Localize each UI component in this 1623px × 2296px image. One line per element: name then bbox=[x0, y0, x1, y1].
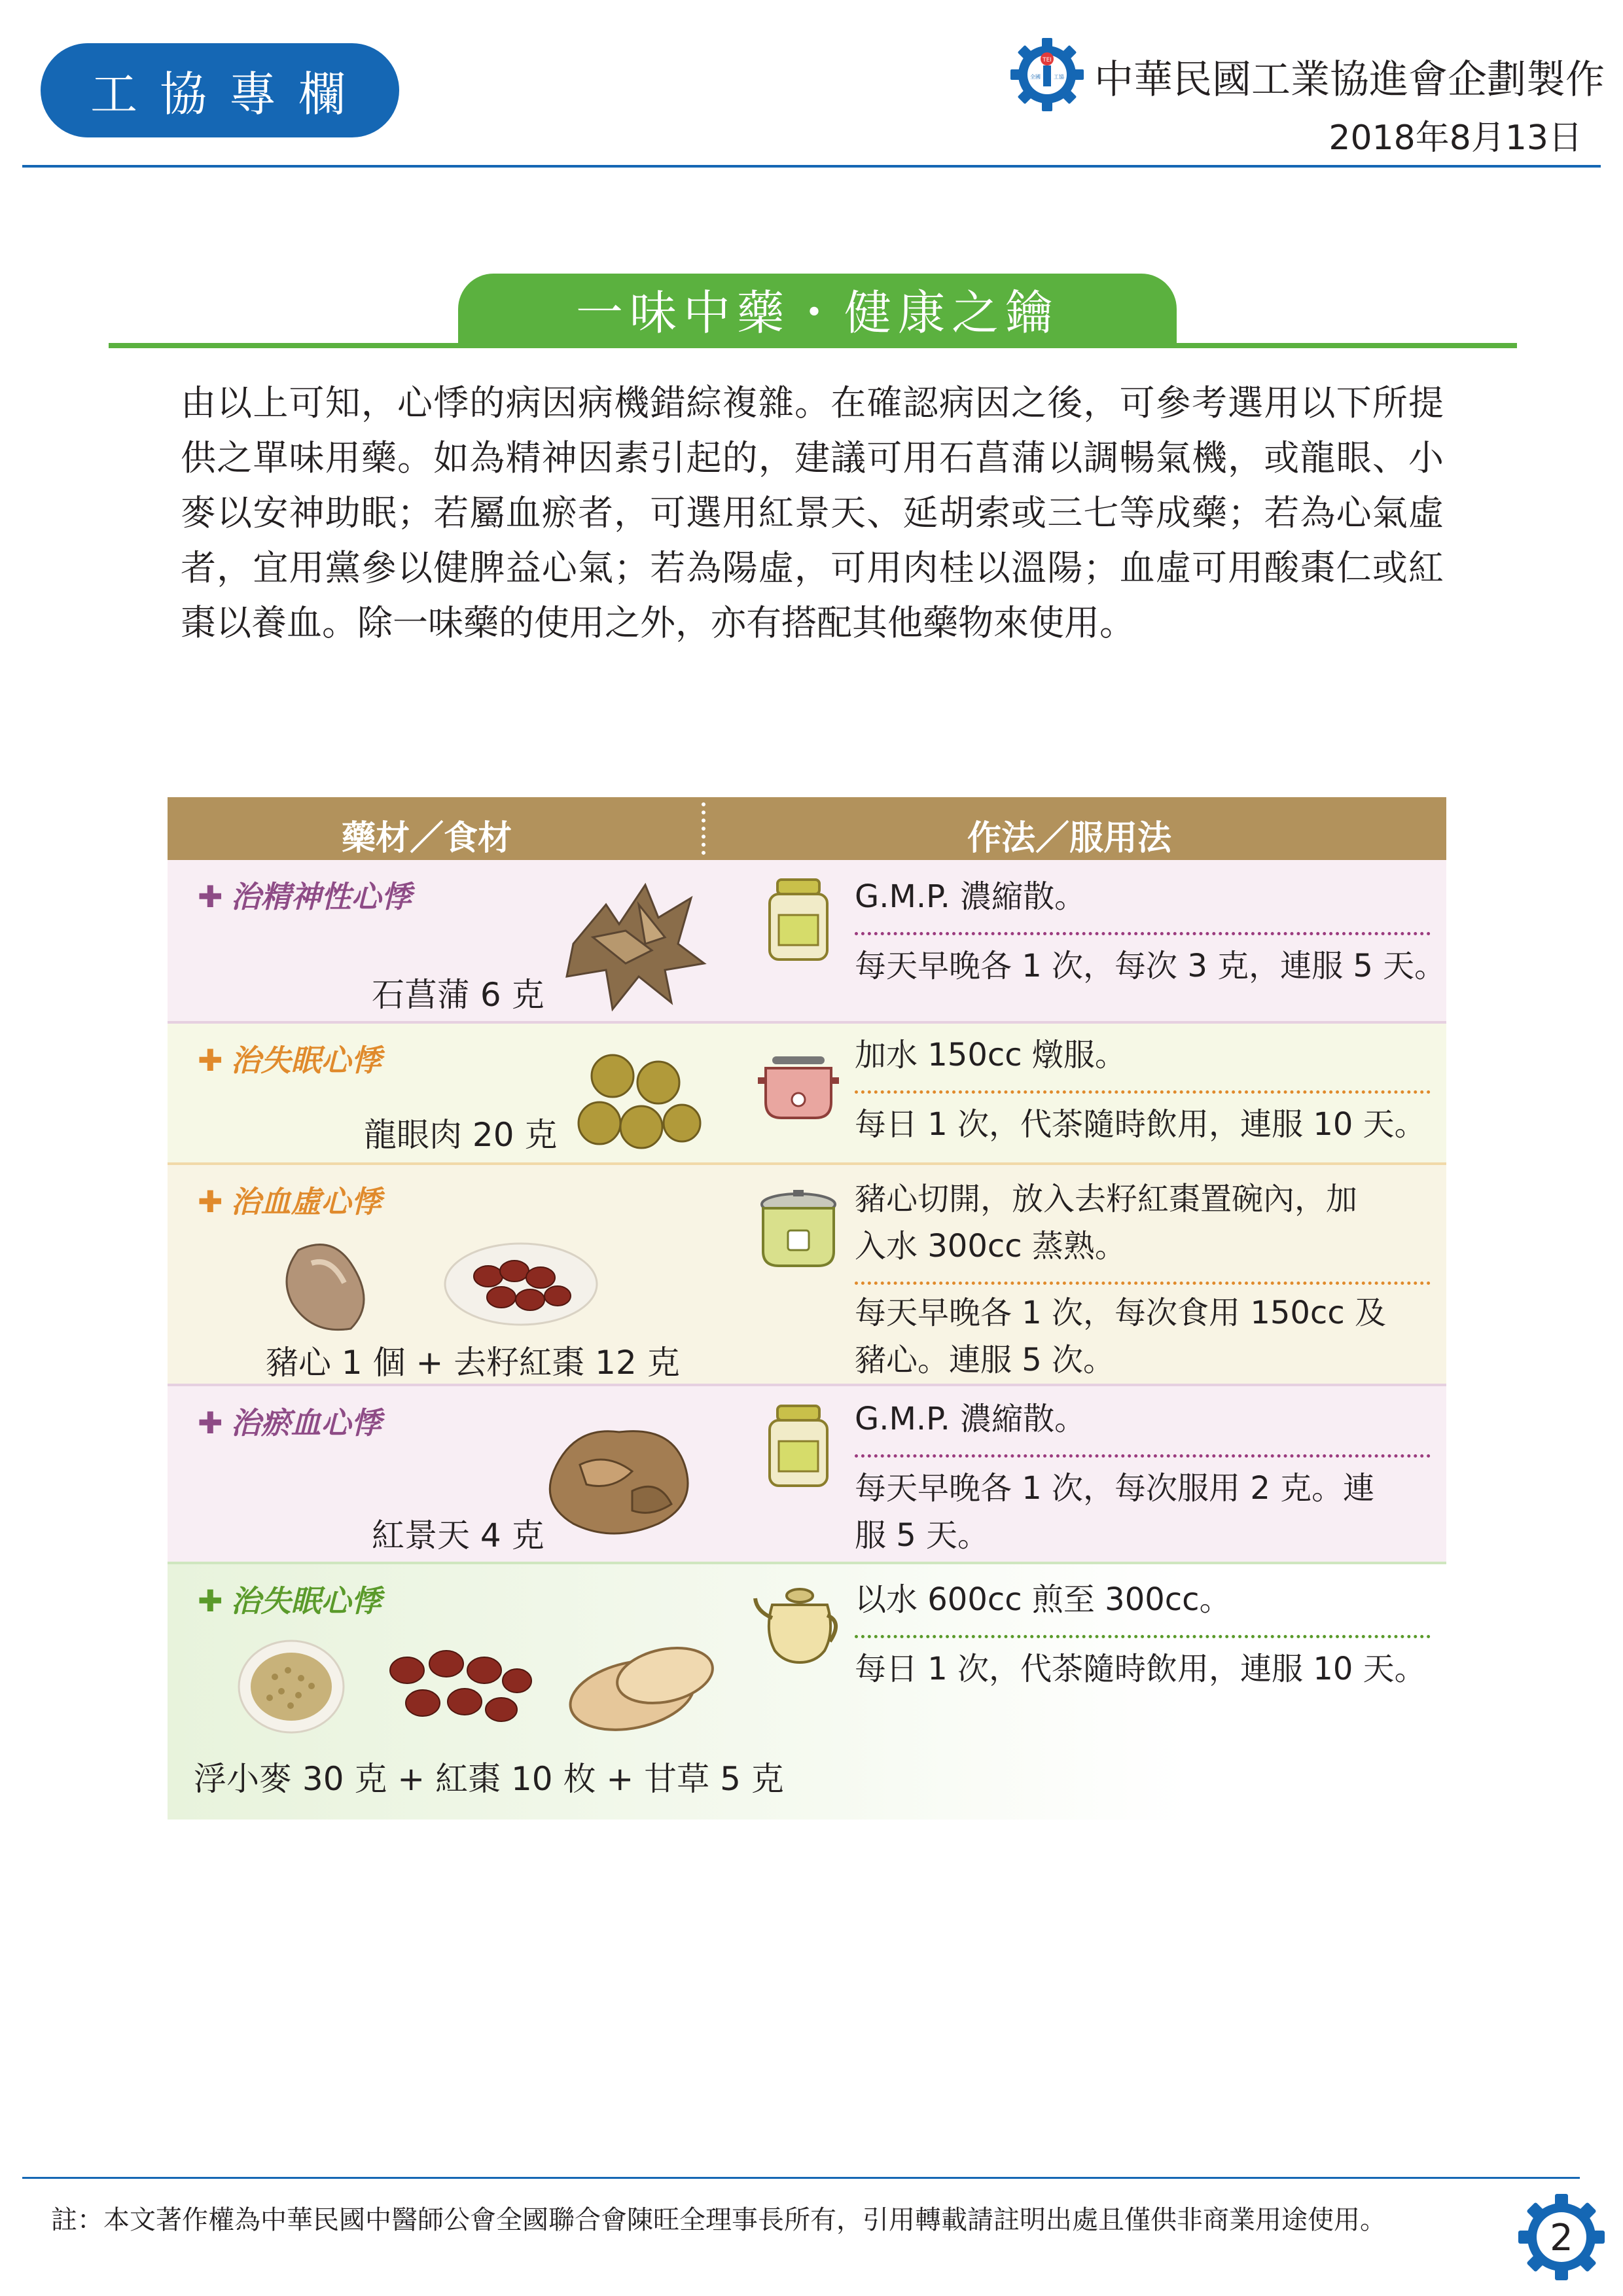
slow-cooker-icon bbox=[753, 1037, 844, 1128]
rhodiola-photo bbox=[534, 1412, 704, 1543]
condition-text: 治精神性心悸 bbox=[230, 879, 412, 914]
footer-divider bbox=[22, 2177, 1580, 2179]
ingredient-label: 石菖蒲 6 克 bbox=[372, 976, 544, 1014]
licorice-slices-photo bbox=[567, 1636, 717, 1734]
ingredient-label: 浮小麥 30 克 + 紅棗 10 枚 + 甘草 5 克 bbox=[194, 1760, 784, 1798]
ingredient-label: 龍眼肉 20 克 bbox=[364, 1116, 558, 1154]
table-row bbox=[168, 1564, 1446, 1820]
table-header bbox=[168, 797, 1446, 860]
condition-text: 治失眠心悸 bbox=[230, 1043, 382, 1078]
column-label: 工協專欄 bbox=[90, 67, 368, 122]
plus-icon: ✚ bbox=[198, 1405, 223, 1441]
gear-logo-icon bbox=[1008, 35, 1086, 114]
method-dosage-line1: 每天早晚各 1 次，每次食用 150cc 及 bbox=[855, 1295, 1386, 1331]
acorus-root-photo bbox=[547, 865, 717, 1016]
jujube-bowl-photo bbox=[442, 1237, 599, 1329]
method-dosage-line1: 每天早晚各 1 次，每次服用 2 克。連 bbox=[855, 1470, 1375, 1507]
condition-label bbox=[198, 1399, 382, 1443]
ingredient-label: 豬心 1 個 + 去籽紅棗 12 克 bbox=[266, 1344, 680, 1382]
section-title: 一味中藥・健康之鑰 bbox=[575, 285, 1059, 340]
method-dosage: 每天早晚各 1 次，每次 3 克，連服 5 天。 bbox=[855, 948, 1446, 984]
powder-jar-icon bbox=[753, 1401, 844, 1492]
table-row bbox=[168, 860, 1446, 1021]
section-title-pill bbox=[458, 274, 1177, 344]
jujube-pile-photo bbox=[383, 1644, 534, 1729]
rice-cooker-icon bbox=[753, 1182, 844, 1274]
method-preparation: G.M.P. 濃縮散。 bbox=[855, 1401, 1086, 1437]
teapot-icon bbox=[753, 1579, 844, 1670]
condition-label bbox=[198, 1178, 382, 1221]
method-preparation: G.M.P. 濃縮散。 bbox=[855, 878, 1086, 915]
method-preparation: 加水 150cc 燉服。 bbox=[855, 1037, 1126, 1073]
publication-date: 2018年8月13日 bbox=[1329, 118, 1582, 158]
condition-label bbox=[198, 1037, 382, 1080]
pig-heart-photo bbox=[272, 1237, 383, 1335]
header-divider bbox=[22, 165, 1601, 168]
method-dosage: 每日 1 次，代茶隨時飲用，連服 10 天。 bbox=[855, 1651, 1426, 1687]
method-dosage-line2: 服 5 天。 bbox=[855, 1517, 990, 1554]
column-badge bbox=[41, 43, 399, 137]
header-divider-dots bbox=[702, 802, 705, 855]
dotted-divider bbox=[855, 1454, 1431, 1458]
organization-name: 中華民國工業協進會企劃製作 bbox=[1094, 57, 1605, 103]
logo-top-text: TEI bbox=[1043, 57, 1052, 63]
longan-photo bbox=[573, 1050, 704, 1161]
intro-paragraph: 由以上可知，心悸的病因病機錯綜複雜。在確認病因之後，可參考選用以下所提供之單味用藥。如為精神因素引起的，建議可用石菖蒲以調暢氣機，或龍眼、小麥以安神助眠；若屬血瘀者，可選用紅景天、延胡索或三七等成藥；若為心氣虛者，宜用黨參以健脾益心氣；若為陽虛，可用肉桂以溫陽；血虛可用酸棗仁或紅棗以養血。除一味藥的使用之外，亦有搭配其他藥物來使用。 bbox=[181, 382, 1444, 643]
method-preparation-line1: 豬心切開，放入去籽紅棗置碗內，加 bbox=[855, 1181, 1358, 1217]
method-preparation: 以水 600cc 煎至 300cc。 bbox=[855, 1581, 1231, 1618]
condition-label bbox=[198, 1577, 382, 1621]
dotted-divider bbox=[855, 1635, 1431, 1638]
dotted-divider bbox=[855, 932, 1431, 935]
remedy-table bbox=[168, 797, 1446, 1820]
table-row bbox=[168, 1386, 1446, 1562]
plus-icon: ✚ bbox=[198, 879, 223, 914]
logo-right-text: 工協 bbox=[1054, 74, 1064, 80]
page-number-gear-icon bbox=[1517, 2193, 1606, 2282]
method-dosage-line2: 豬心。連服 5 次。 bbox=[855, 1342, 1115, 1378]
table-row bbox=[168, 1165, 1446, 1384]
header-ingredients: 藥材／食材 bbox=[342, 819, 512, 858]
page-number: 2 bbox=[1550, 2217, 1573, 2259]
plus-icon: ✚ bbox=[198, 1184, 223, 1219]
section-divider bbox=[109, 343, 1517, 348]
powder-jar-icon bbox=[753, 874, 844, 966]
condition-text: 治瘀血心悸 bbox=[230, 1405, 382, 1441]
method-preparation-line2: 入水 300cc 蒸熟。 bbox=[855, 1228, 1126, 1265]
dotted-divider bbox=[855, 1090, 1431, 1094]
plus-icon: ✚ bbox=[198, 1043, 223, 1078]
logo-left-text: 全國 bbox=[1030, 74, 1041, 80]
wheat-bowl-photo bbox=[236, 1638, 347, 1736]
header-method: 作法／服用法 bbox=[967, 819, 1172, 858]
condition-text: 治失眠心悸 bbox=[230, 1583, 382, 1619]
ingredient-label: 紅景天 4 克 bbox=[372, 1516, 544, 1554]
condition-label bbox=[198, 873, 412, 916]
condition-text: 治血虛心悸 bbox=[230, 1184, 382, 1219]
plus-icon: ✚ bbox=[198, 1583, 223, 1619]
copyright-note: 註：本文著作權為中華民國中醫師公會全國聯合會陳旺全理事長所有，引用轉載請註明出處且僅供非商業用途使用。 bbox=[51, 2205, 1386, 2235]
dotted-divider bbox=[855, 1282, 1431, 1285]
table-row bbox=[168, 1024, 1446, 1162]
method-dosage: 每日 1 次，代茶隨時飲用，連服 10 天。 bbox=[855, 1106, 1426, 1143]
